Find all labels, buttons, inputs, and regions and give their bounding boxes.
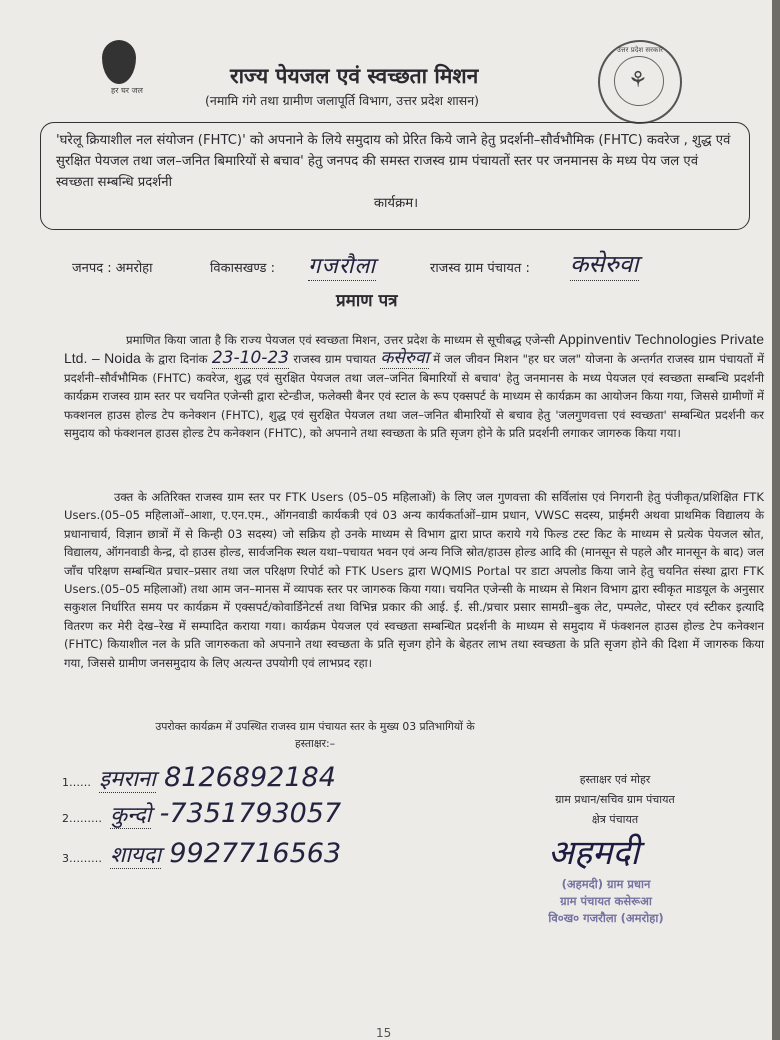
participant-phone: 9927716563 <box>169 838 342 869</box>
signatory-label-2: ग्राम प्रधान/सचिव ग्राम पंचायत <box>555 793 675 806</box>
left-logo-text: हर घर जल <box>111 86 143 95</box>
water-drop-icon <box>102 40 136 84</box>
stamp-line-3: वि०ख० गजरौला (अमरोहा) <box>548 911 664 925</box>
participants-note: उपरोक्त कार्यक्रम में उपस्थित राजस्व ग्राम पंचायत स्तर के मुख्य 03 प्रतिभागियों के हस्ताक्षर:– <box>155 720 475 750</box>
p1-part-c: राजस्व ग्राम पचायत <box>289 352 381 367</box>
agency-name: Appinventiv Technologies Private Ltd. – Noida <box>64 331 765 367</box>
district-field: जनपद : अमरोहा <box>72 261 153 276</box>
program-description <box>56 130 736 214</box>
up-government-seal <box>598 40 682 124</box>
participant-row: 2……… कुन्दो -7351793057 <box>62 798 342 829</box>
certificate-paragraph-2: उक्त के अतिरिक्त राजस्व ग्राम स्तर पर FTK Users (05–05 महिलाओं) के लिए जल गुणवत्ता की सर्विलांस एवं निगरानी हेतु पंजीकृत/प्रशिक्षित FTK Users.(05–05 महिलाओं–आशा, ए.एन.एम., ऑगनवाडी कार्यकत्री एवं 03 अन्य कार्यकर्ताओं–ग्राम प्रधान, VWSC सदस्य, प्राईमरी अथवा प्राथमिक विद्यालय के प्रधानाचार्य, विज्ञान छात्रों में से किन्ही 03 सदस्य) जो सक्रिय हो उनके माध्यम से विभाग द्वारा प्राप्त कराये गये फिल्ड टस्ट किट के माध्यम से प्रत्येक पेयजल स्रोत, विद्यालय, ऑगनवाडी केन्द्र, दो हाउस होल्ड, सार्वजनिक स्थल यथा–पचायत भवन एवं अन्य निजि स्रोत/हाउस होल्ड आदि की (मानसून से पहले और मानसून के बाद) जल जाँच परिक्षण सम्बन्धित प्रचार–प्रसार तथा जल परिक्षण रिपोर्ट को FTK Users द्वारा WQMIS Portal पर डाटा अपलोड किया जाने हेतु चयनित संस्था द्वारा FTK Users.(05–05 महिलाओं) तथा आम जन–मानस में व्यापक स्तर पर जागरुक किया गया। चयनित एजेन्सी के माध्यम से मिशन विभाग द्वारा स्वीकृत माडयूल के अनुसार सकुशल निर्धारित समय पर कार्यक्रम में एक्सपर्ट/कोवार्डिनेटर्स तथा विभिन्न प्रकार की आई. ई. सी./प्रचार प्रसार सामग्री–बुक लेट, पम्पलेट, पोस्टर एवं स्टीकर इत्यादि वितरण कर मेरी देख–रेख में सम्पादित कराया गया। कार्यक्रम पेयजल एवं स्वच्छता सम्बन्धित प्रदर्शनी के माध्यम से समुदाय में फंक्शनल हाउस होल्ड टेप कनेक्शन (FHTC) कियाशील नल के प्रति जागरुकता को अपनाने तथा स्वच्छता के प्रति सृजग होने के बेहतर लाभ तथा स्वच्छता के प्रति सृजग होने की दिशा में जागरुक किया गया, जिससे ग्रामीण जनसमुदाय के लिए अत्यन्त उपयोगी एवं लाभप्रद रहा। <box>64 490 764 670</box>
participant-number: 2 <box>62 812 69 825</box>
participant-name: शायदा <box>110 843 162 868</box>
participant-number: 3 <box>62 852 69 865</box>
har-ghar-jal-logo <box>92 40 162 110</box>
seal-text: उत्तर प्रदेश सरकार <box>616 46 664 54</box>
certificate-paragraph-1 <box>64 330 764 442</box>
p1-part-d: में जल जीवन मिशन "हर घर जल" योजना के अन्तर्गत राजस्व ग्राम पंचायतों में प्रदर्शनी–सौर्वभौमिक (FHTC) कवरेज, शुद्ध एवं सुरक्षित पेयजल तथा जल–जनित बिमारियों से बचाव' हेतु जनमानस के मध्य पेयजल एवं स्वच्छता सम्बन्धि प्रदर्शनी कार्यक्रम राजस्व ग्राम स्तर पर चयनित एजेन्सी द्वारा स्टेन्डीज, फलेक्सी बैनर एवं स्टाल के रूप एक्सपर्ट के माध्यम से कार्यक्रम का आयोजन किया गया, जिससे ग्रामीणों में फक्शनल हाउस होल्ड टेप कनेक्शन (FHTC), शुद्ध एवं सुरक्षित पेयजल तथा जल–जनित बीमारियों से बचाव हेतु 'जलगुणवत्ता एवं स्वच्छता' सम्बन्धित प्रदर्शनी कर समुदाय को फंक्शनल हाउस होल्ड टेप कनेक्शन (FHTC), को अपनाने तथा स्वच्छता के प्रति सृजग होने के प्रति प्रदर्शनी लगाकर जागरुक किया गया। <box>64 352 764 441</box>
pradhan-stamp <box>516 876 696 927</box>
page-title: राज्य पेयजल एवं स्वच्छता मिशन <box>230 64 479 88</box>
program-text: 'घरेलू क्रियाशील नल संयोजन (FHTC)' को अपनाने के लिये समुदाय को प्रेरित किये जाने हेतु प्रदर्शनी–सौर्वभौमिक (FHTC) कवरेज , शुद्ध एवं सुरक्षित पेयजल तथा जल–जनित बिमारियों से बचाव' हेतु जनपद की समस्त राजस्व ग्राम पंचायतों स्तर पर जनमानस के मध्य पेय जल एवं स्वच्छता सम्बन्धि प्रदर्शनी <box>56 133 731 190</box>
participant-row: 1…… इमराना 8126892184 <box>62 762 336 793</box>
p1-part-a: प्रमाणित किया जाता है कि राज्य पेयजल एवं स्वच्छता मिशन, उत्तर प्रदेश के माध्यम से सूचीबद्ध एजेन्सी <box>126 333 559 347</box>
certificate-heading: प्रमाण पत्र <box>336 291 398 311</box>
participant-row: 3……… शायदा 9927716563 <box>62 838 342 869</box>
stamp-line-2: ग्राम पंचायत कसेरूआ <box>560 894 652 908</box>
participant-name: इमराना <box>99 767 156 792</box>
program-date: 23-10-23 <box>211 348 290 369</box>
signatory-label-1: हस्ताक्षर एवं मोहर <box>579 773 651 786</box>
signatory-label-3: क्षेत्र पंचायत <box>591 813 639 826</box>
participant-number: 1 <box>62 776 69 789</box>
block-value: गजरौला <box>308 250 376 281</box>
gp-label: राजस्व ग्राम पंचायत : <box>430 261 530 276</box>
page-subtitle: (नमामि गंगे तथा ग्रामीण जलापूर्ति विभाग, उत्तर प्रदेश शासन) <box>205 93 480 108</box>
participant-phone: 8126892184 <box>164 762 336 793</box>
gp-value: कसेरुवा <box>570 247 639 281</box>
p1-part-b: के द्वारा दिनांक <box>140 352 212 367</box>
program-gp: कसेरुवा <box>380 348 429 369</box>
signatory-label <box>530 770 700 830</box>
fish-emblem-icon: ⚘ <box>628 68 648 93</box>
block-label: विकासखण्ड : <box>210 261 276 276</box>
participant-name: कुन्दो <box>110 803 152 828</box>
pradhan-signature: अहमदी <box>548 833 640 873</box>
stamp-line-1: (अहमदी) ग्राम प्रधान <box>561 877 651 891</box>
participant-phone: -7351793057 <box>159 798 342 829</box>
page-number: 15 <box>376 1026 392 1040</box>
program-text-end: कार्यक्रम। <box>373 196 419 211</box>
background-surface <box>772 0 780 1040</box>
